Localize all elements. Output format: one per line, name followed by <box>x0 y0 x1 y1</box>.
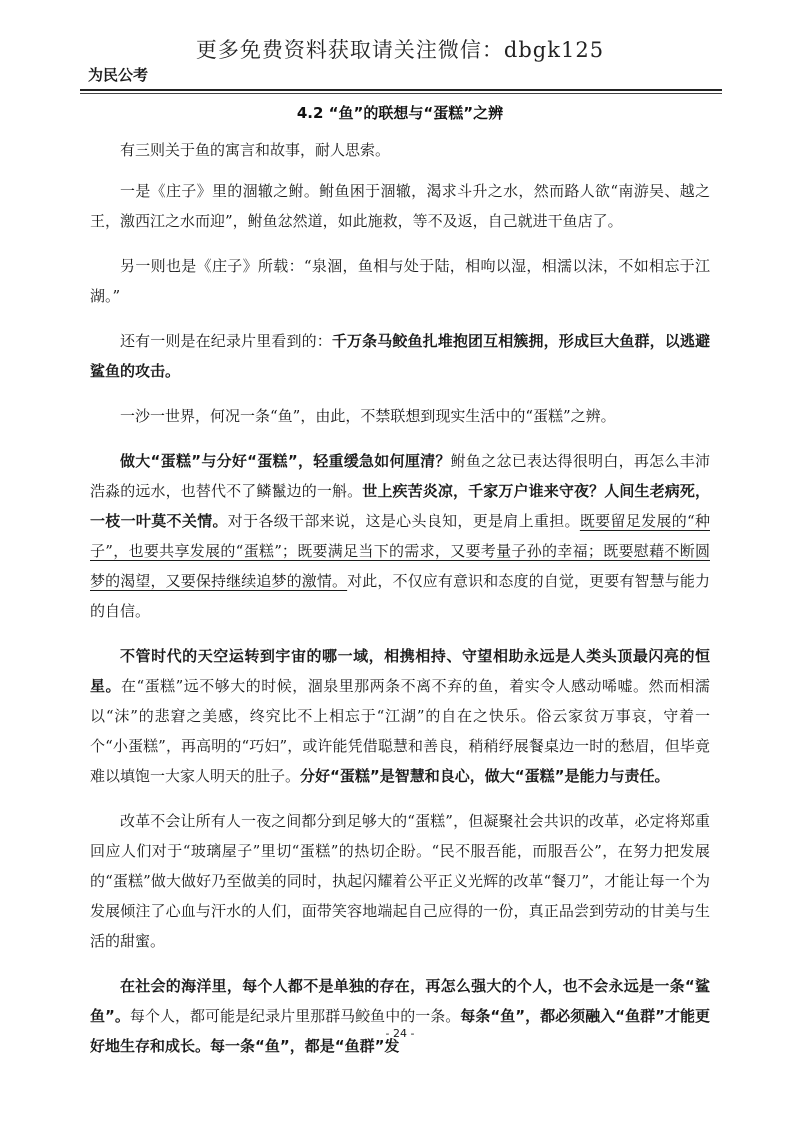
society-ocean-bold: 在社会的海洋里，每个人都不是单独的存在，再怎么强大的个人，也不会永远是一条“鲨鱼”。 <box>90 977 710 1025</box>
paragraph-documentary-lead: 还有一则是在纪录片里看到的： <box>120 332 332 350</box>
paragraph-society-ocean <box>90 971 710 1061</box>
cake-priority-underlined: 既要留足发展的“种子”，也要共享发展的“蛋糕”；既要满足当下的需求，又要考量子孙的幸福；既要慰藉不断圆梦的渴望，又要保持继续追梦的激情。 <box>90 512 710 590</box>
mutual-help-bold: 不管时代的天空运转到宇宙的哪一域，相携相持、守望相助永远是人类头顶最闪亮的恒星。 <box>90 647 710 695</box>
society-ocean-text: 每个人，都可能是纪录片里那群马鲛鱼中的一条。 <box>129 1007 461 1025</box>
cake-priority-text-1: 鲋鱼之忿已表达得很明白，再怎么丰沛浩淼的远水，也替代不了鳞鬣边的一斛。 <box>90 452 710 500</box>
paragraph-cake-priority <box>90 446 710 626</box>
cake-priority-text-2: 对于各级干部来说，这是心头良知，更是肩上重担。 <box>227 512 580 530</box>
paragraph-world-sand: 一沙一世界，何况一条“鱼”，由此，不禁联想到现实生活中的“蛋糕”之辨。 <box>120 407 616 425</box>
header-divider-thin <box>80 93 722 94</box>
document-body <box>90 135 710 1061</box>
cake-priority-bold: 世上疾苦炎凉，千家万户谁来守夜？人间生老病死，一枝一叶莫不关情。 <box>90 482 710 530</box>
paragraph-reform: 改革不会让所有人一夜之间都分到足够大的“蛋糕”，但凝聚社会共识的改革，必定将郑重回应人们对于“玻璃屋子”里切“蛋糕”的热切企盼。“民不服吾能，而服吾公”，在努力把发展的“蛋糕”做大做好乃至做美的同时，执起闪耀着公平正义光辉的改革“餐刀”，才能让每一个为发展倾注了心血与汗水的人们，面带笑容地端起自己应得的一份，真正品尝到劳动的甘美与生活的甜蜜。 <box>90 812 710 950</box>
paragraph-zhuangzi-fish: 一是《庄子》里的涸辙之鲋。鲋鱼困于涸辙，渴求斗升之水，然而路人欲“南游吴、越之王，激西江之水而迎”，鲋鱼忿然道，如此施救，等不及返，自己就进干鱼店了。 <box>90 182 710 230</box>
watermark-text: 更多免费资料获取请关注微信：dbgk125 <box>195 38 605 62</box>
paragraph-zhuangzi-quote: 另一则也是《庄子》所载：“泉涸，鱼相与处于陆，相呴以湿，相濡以沫，不如相忘于江湖。” <box>90 257 710 305</box>
section-title: 4.2 “鱼”的联想与“蛋糕”之辨 <box>296 104 504 122</box>
page-number: - 24 - <box>385 1027 415 1040</box>
paragraph-mutual-help <box>90 641 710 791</box>
cake-priority-text-3: 对此，不仅应有意识和态度的自觉，更要有智慧与能力的自信。 <box>90 572 710 620</box>
cake-priority-question: 做大“蛋糕”与分好“蛋糕”，轻重缓急如何厘清？ <box>120 452 451 470</box>
paragraph-documentary-bold: 千万条马鲛鱼扎堆抱团互相簇拥，形成巨大鱼群，以逃避鲨鱼的攻击。 <box>90 332 710 380</box>
paragraph-intro: 有三则关于鱼的寓言和故事，耐人思索。 <box>120 141 391 159</box>
brand-label: 为民公考 <box>88 66 149 84</box>
paragraph-documentary <box>90 326 710 386</box>
header-divider <box>80 89 722 91</box>
mutual-help-text: 在“蛋糕”远不够大的时候，涸泉里那两条不离不弃的鱼，着实令人感动唏嘘。然而相濡以“沫”的悲窘之美感，终究比不上相忘于“江湖”的自在之快乐。俗云家贫万事哀，守着一个“小蛋糕”，再高明的“巧妇”，或许能凭借聪慧和善良，稍稍纾展餐桌边一时的愁眉，但毕竟难以填饱一大家人明天的肚子。 <box>90 677 710 785</box>
society-ocean-bold-end: 每条“鱼”，都必须融入“鱼群”才能更好地生存和成长。每一条“鱼”，都是“鱼群”发 <box>90 1007 711 1055</box>
mutual-help-conclusion: 分好“蛋糕”是智慧和良心，做大“蛋糕”是能力与责任。 <box>300 767 670 785</box>
